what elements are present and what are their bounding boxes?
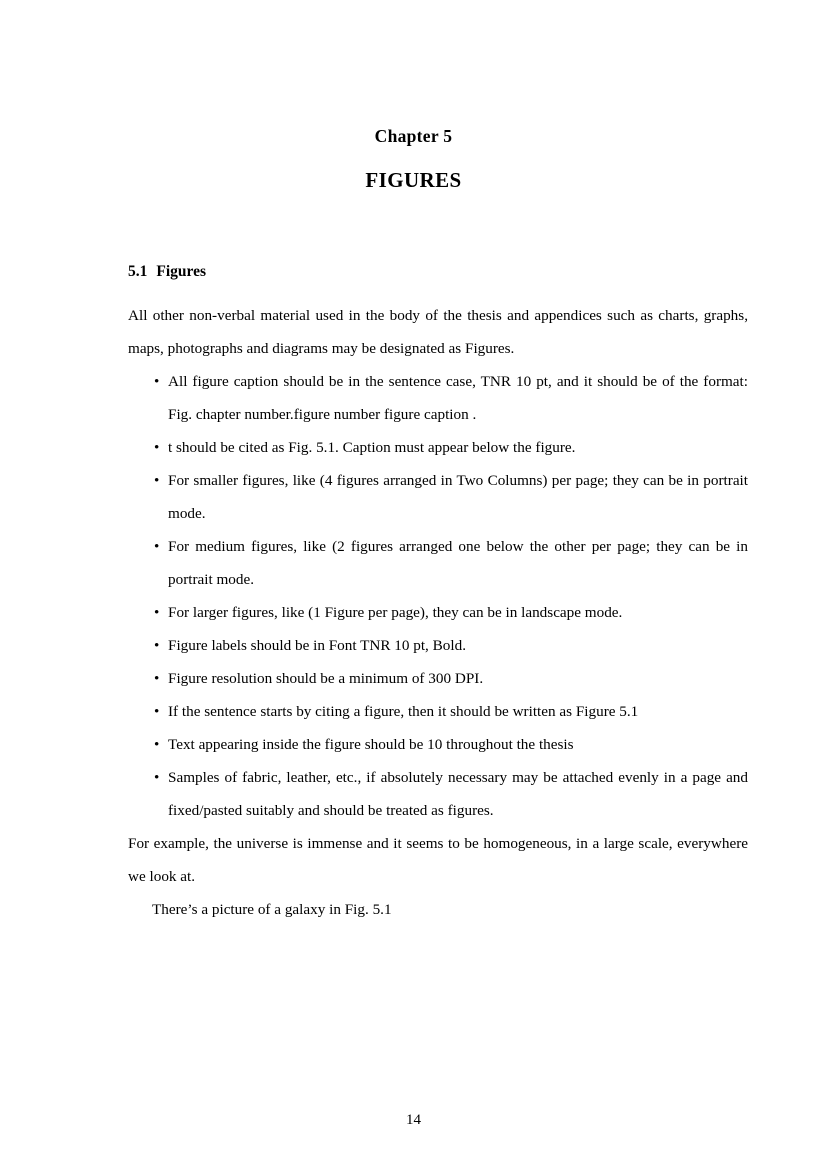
list-item — [128, 464, 748, 530]
document-body — [128, 262, 748, 926]
chapter-heading-block — [0, 126, 827, 193]
list-item-text: Figure resolution should be a minimum of 300 DPI. — [168, 670, 484, 688]
list-item — [128, 662, 748, 695]
list-item-text: Text appearing inside the figure should be 10 throughout the thesis — [168, 736, 574, 754]
section-number: 5.1 — [128, 263, 148, 280]
bullet-icon: • — [154, 538, 160, 556]
page-number: 14 — [406, 1112, 421, 1128]
list-item-text: All figure caption should be in the sentence case, TNR 10 pt, and it should be of the format: Fig. chapter number.figure number figure caption . — [168, 373, 748, 424]
list-item — [128, 629, 748, 662]
list-item — [128, 530, 748, 596]
bullet-icon: • — [154, 670, 160, 688]
chapter-title: FIGURES — [365, 168, 462, 192]
section-heading — [128, 262, 748, 281]
bullet-icon: • — [154, 736, 160, 754]
list-item-text: If the sentence starts by citing a figure, then it should be written as Figure 5.1 — [168, 703, 639, 721]
section-title: Figures — [156, 263, 207, 280]
list-item — [128, 695, 748, 728]
bullet-icon: • — [154, 373, 160, 391]
bullet-icon: • — [154, 703, 160, 721]
closing-line: There’s a picture of a galaxy in Fig. 5.1 — [152, 901, 392, 919]
list-item-text: Figure labels should be in Font TNR 10 pt, Bold. — [168, 637, 466, 655]
bullet-icon: • — [154, 604, 160, 622]
intro-paragraph: All other non-verbal material used in the body of the thesis and appendices such as charts, graphs, maps, photographs and diagrams may be designated as Figures. — [128, 307, 748, 358]
list-item-text: t should be cited as Fig. 5.1. Caption must appear below the figure. — [168, 439, 576, 457]
list-item — [128, 596, 748, 629]
list-item — [128, 728, 748, 761]
list-item — [128, 761, 748, 827]
list-item-text: For larger figures, like (1 Figure per page), they can be in landscape mode. — [168, 604, 623, 622]
figure-guidelines-list — [128, 365, 748, 827]
chapter-label: Chapter 5 — [374, 126, 453, 146]
closing-paragraph: For example, the universe is immense and it seems to be homogeneous, in a large scale, everywhere we look at. — [128, 835, 748, 886]
list-item — [128, 365, 748, 431]
list-item-text: For smaller figures, like (4 figures arranged in Two Columns) per page; they can be in portrait mode. — [168, 472, 748, 523]
bullet-icon: • — [154, 472, 160, 490]
list-item-text: For medium figures, like (2 figures arranged one below the other per page; they can be in portrait mode. — [168, 538, 748, 589]
bullet-icon: • — [154, 637, 160, 655]
bullet-icon: • — [154, 769, 160, 787]
list-item-text: Samples of fabric, leather, etc., if absolutely necessary may be attached evenly in a page and fixed/pasted suitably and should be treated as figures. — [168, 769, 748, 820]
list-item — [128, 431, 748, 464]
bullet-icon: • — [154, 439, 160, 457]
